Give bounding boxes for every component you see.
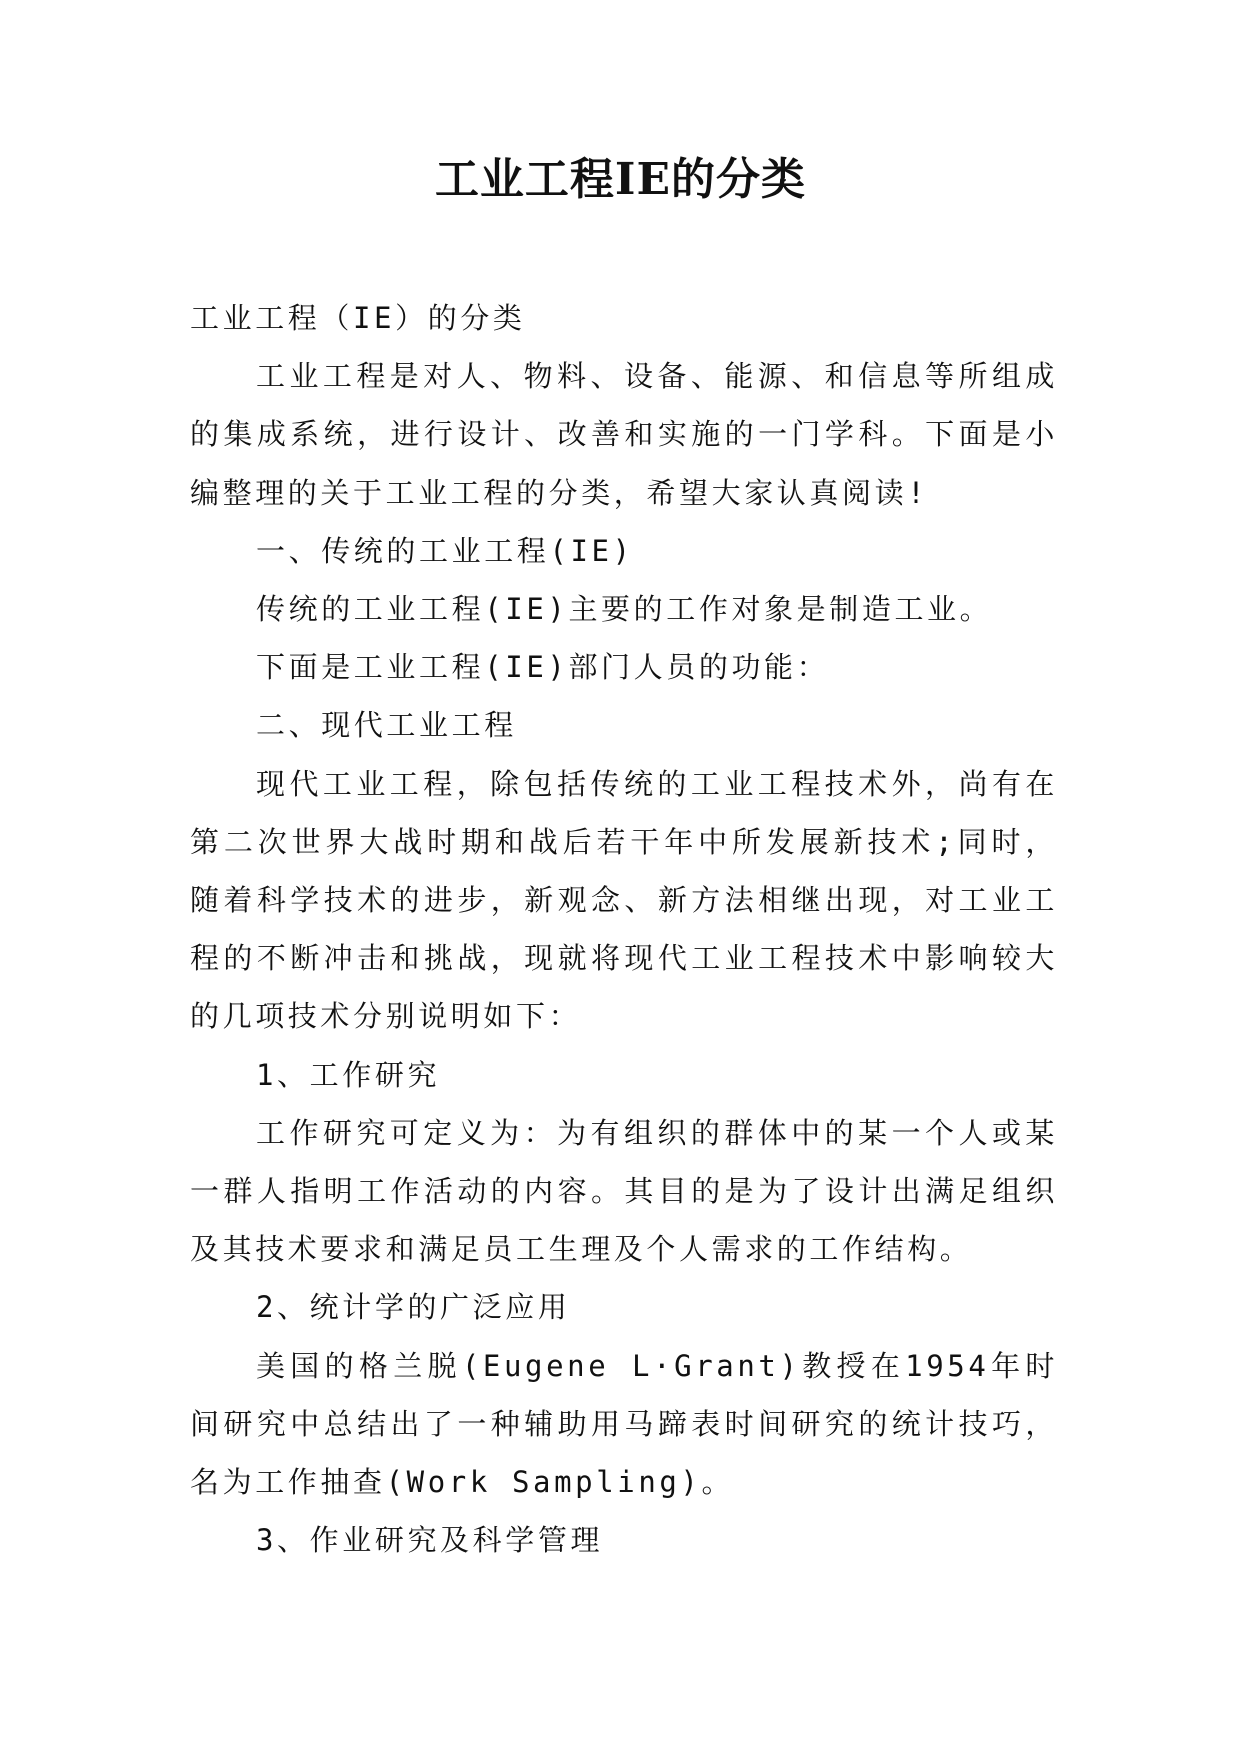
paragraph-heading: 工业工程（IE）的分类 — [190, 301, 526, 335]
subheading-work-study: 1、工作研究 — [256, 1057, 441, 1092]
document-body — [190, 289, 1058, 1569]
subheading-statistics: 2、统计学的广泛应用 — [256, 1290, 571, 1325]
paragraph-modern: 现代工业工程，除包括传统的工业工程技术外，尚有在第二次世界大战时期和战后若干年中所发展新技术;同时，随着科学技术的进步，新观念、新方法相继出现，对工业工程的不断冲击和挑战，现就将现代工业工程技术中影响较大的几项技术分别说明如下： — [190, 766, 1058, 1034]
subheading-operations-research: 3、作业研究及科学管理 — [256, 1523, 604, 1558]
paragraph-statistics: 美国的格兰脱(Eugene L·Grant)教授在1954年时间研究中总结出了一种辅助用马蹄表时间研究的统计技巧，名为工作抽查(Work Sampling)。 — [190, 1348, 1058, 1500]
paragraph-traditional-object: 传统的工业工程(IE)主要的工作对象是制造工业。 — [256, 592, 993, 627]
section-heading-modern: 二、现代工业工程 — [256, 708, 517, 743]
section-heading-traditional: 一、传统的工业工程(IE) — [256, 533, 634, 568]
paragraph-work-study: 工作研究可定义为：为有组织的群体中的某一个人或某一群人指明工作活动的内容。其目的是为了设计出满足组织及其技术要求和满足员工生理及个人需求的工作结构。 — [190, 1115, 1058, 1267]
paragraph-department-functions: 下面是工业工程(IE)部门人员的功能： — [256, 650, 830, 685]
paragraph-intro: 工业工程是对人、物料、设备、能源、和信息等所组成的集成系统，进行设计、改善和实施的一门学科。下面是小编整理的关于工业工程的分类，希望大家认真阅读! — [190, 359, 1058, 510]
document-title: 工业工程IE的分类 — [434, 154, 807, 205]
